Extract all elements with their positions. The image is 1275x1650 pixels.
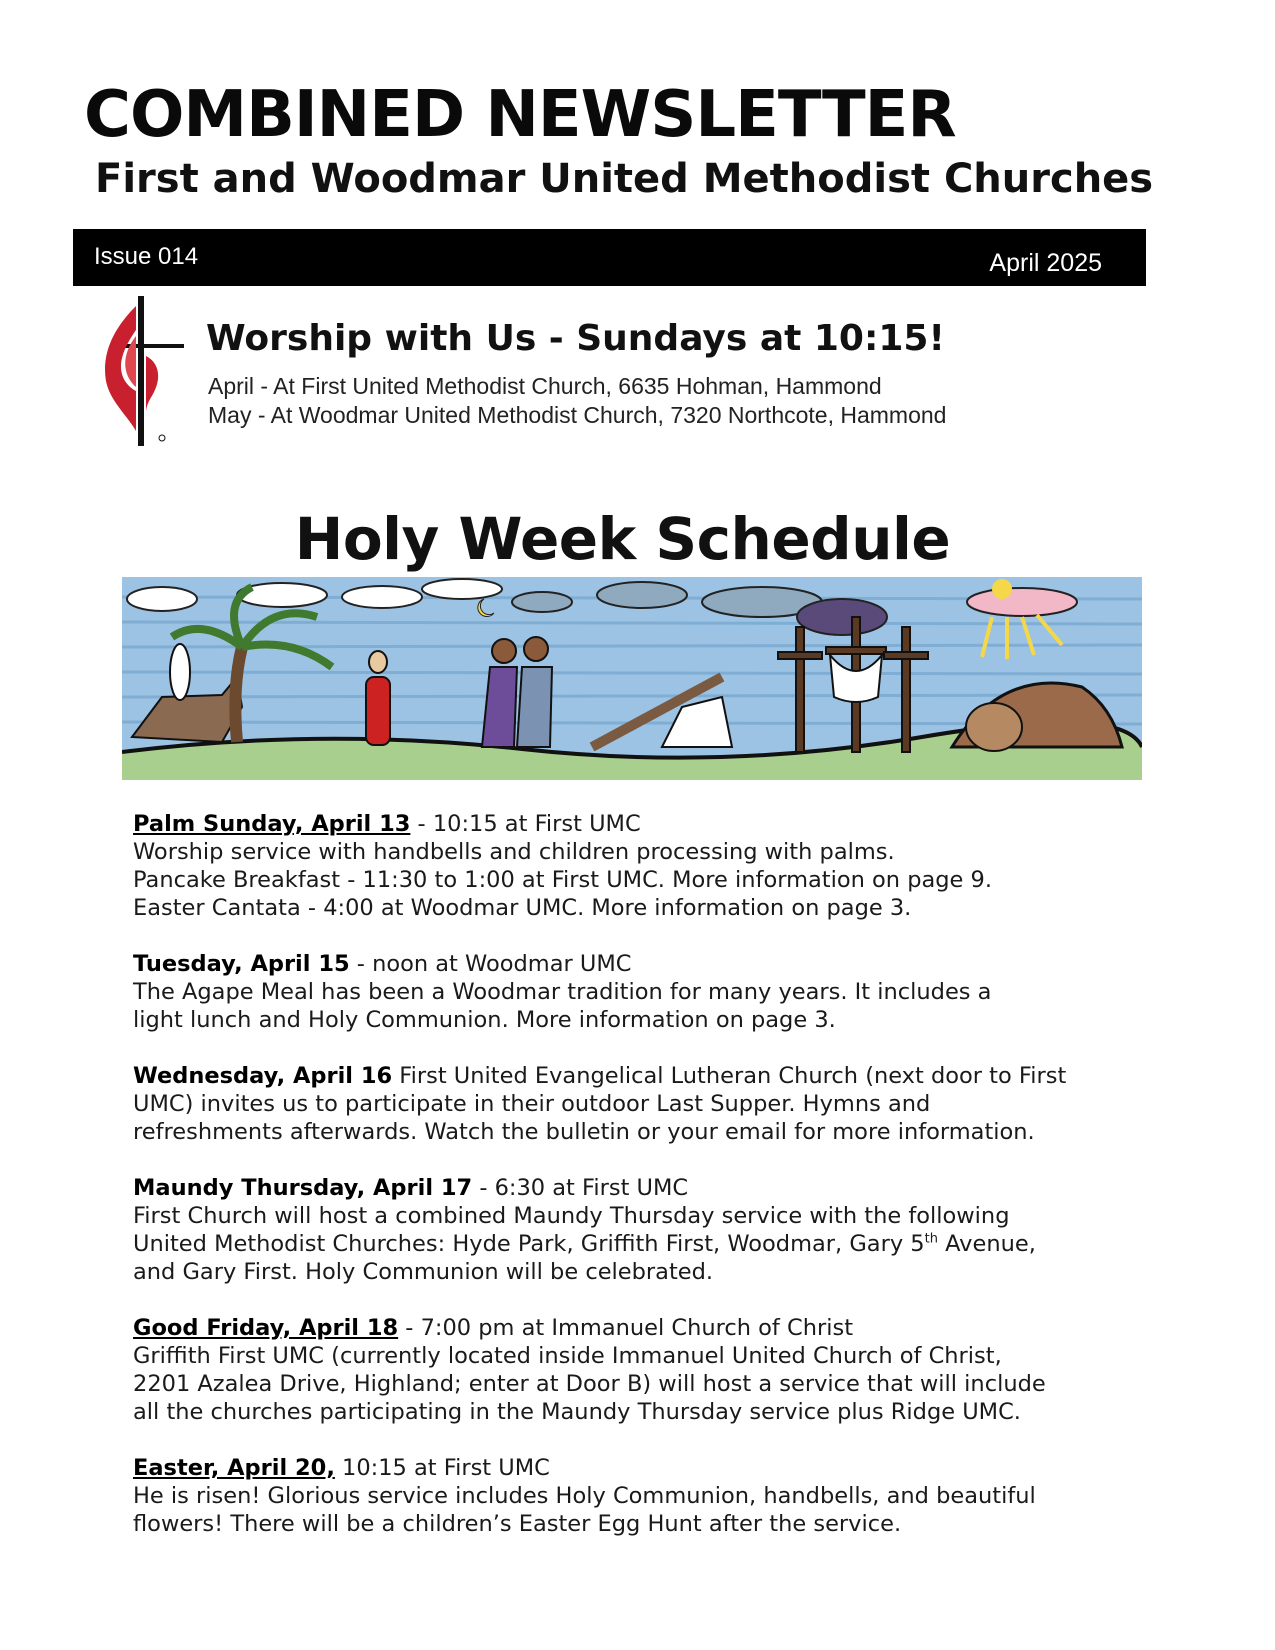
event-detail: - 6:30 at First UMC [472,1175,689,1201]
event-detail: - 10:15 at First UMC [410,811,641,837]
event-date: Good Friday, April 18 [133,1315,399,1341]
event-line: Griffith First UMC (currently located inside Immanuel United Church of Christ, [133,1343,1002,1369]
event-line-text: Avenue, [937,1231,1036,1257]
holy-week-title: Holy Week Schedule [294,505,951,573]
event-good-friday [133,1314,1143,1426]
issue-bar [73,229,1146,286]
holy-week-illustration [122,577,1142,780]
event-detail: First United Evangelical Lutheran Church (next door to First [392,1063,1067,1089]
cross-and-flame-icon [96,296,186,456]
event-line: UMC) invites us to participate in their outdoor Last Supper. Hymns and [133,1091,931,1117]
event-date: Palm Sunday, April 13 [133,811,411,837]
newsletter-title: COMBINED NEWSLETTER [84,78,956,152]
event-line: The Agape Meal has been a Woodmar tradition for many years. It includes a [133,979,992,1005]
event-heading [133,1314,1143,1342]
event-line: Worship service with handbells and children processing with palms. [133,839,895,865]
event-heading [133,810,1143,838]
event-line: flowers! There will be a children’s Easter Egg Hunt after the service. [133,1511,902,1537]
event-line: Easter Cantata - 4:00 at Woodmar UMC. More information on page 3. [133,895,912,921]
event-line: light lunch and Holy Communion. More information on page 3. [133,1007,836,1033]
event-heading [133,1454,1143,1482]
event-palm-sunday [133,810,1143,922]
event-maundy-thursday [133,1174,1143,1286]
ordinal-suffix: th [924,1231,938,1247]
event-heading [133,950,1143,978]
event-heading [133,1174,1143,1202]
event-date: Easter, April 20, [133,1455,335,1481]
event-tuesday [133,950,1143,1034]
worship-heading: Worship with Us - Sundays at 10:15! [206,318,945,359]
issue-number: Issue 014 [94,243,199,270]
event-wednesday [133,1062,1143,1146]
worship-april-line: April - At First United Methodist Church, 6635 Hohman, Hammond [208,373,882,399]
event-line: all the churches participating in the Maundy Thursday service plus Ridge UMC. [133,1399,1021,1425]
event-list [133,810,1143,1566]
event-date: Tuesday, April 15 [133,951,350,977]
event-line: and Gary First. Holy Communion will be celebrated. [133,1259,714,1285]
event-detail: - noon at Woodmar UMC [349,951,632,977]
event-line: Pancake Breakfast - 11:30 to 1:00 at First UMC. More information on page 9. [133,867,993,893]
event-detail: 10:15 at First UMC [334,1455,550,1481]
event-line [133,1230,1143,1258]
worship-may-line: May - At Woodmar United Methodist Church, 7320 Northcote, Hammond [208,402,947,428]
event-line-text: United Methodist Churches: Hyde Park, Griffith First, Woodmar, Gary 5 [133,1231,925,1257]
event-line: He is risen! Glorious service includes Holy Communion, handbells, and beautiful [133,1483,1036,1509]
event-easter [133,1454,1143,1538]
event-date: Wednesday, April 16 [133,1063,393,1089]
event-detail: - 7:00 pm at Immanuel Church of Christ [398,1315,854,1341]
issue-date: April 2025 [989,249,1102,277]
event-date: Maundy Thursday, April 17 [133,1175,473,1201]
event-line: 2201 Azalea Drive, Highland; enter at Door B) will host a service that will include [133,1371,1046,1397]
event-line: refreshments afterwards. Watch the bulletin or your email for more information. [133,1119,1035,1145]
event-line: First Church will host a combined Maundy Thursday service with the following [133,1203,1010,1229]
event-heading [133,1062,1143,1090]
newsletter-subtitle: First and Woodmar United Methodist Churches [95,156,1154,202]
